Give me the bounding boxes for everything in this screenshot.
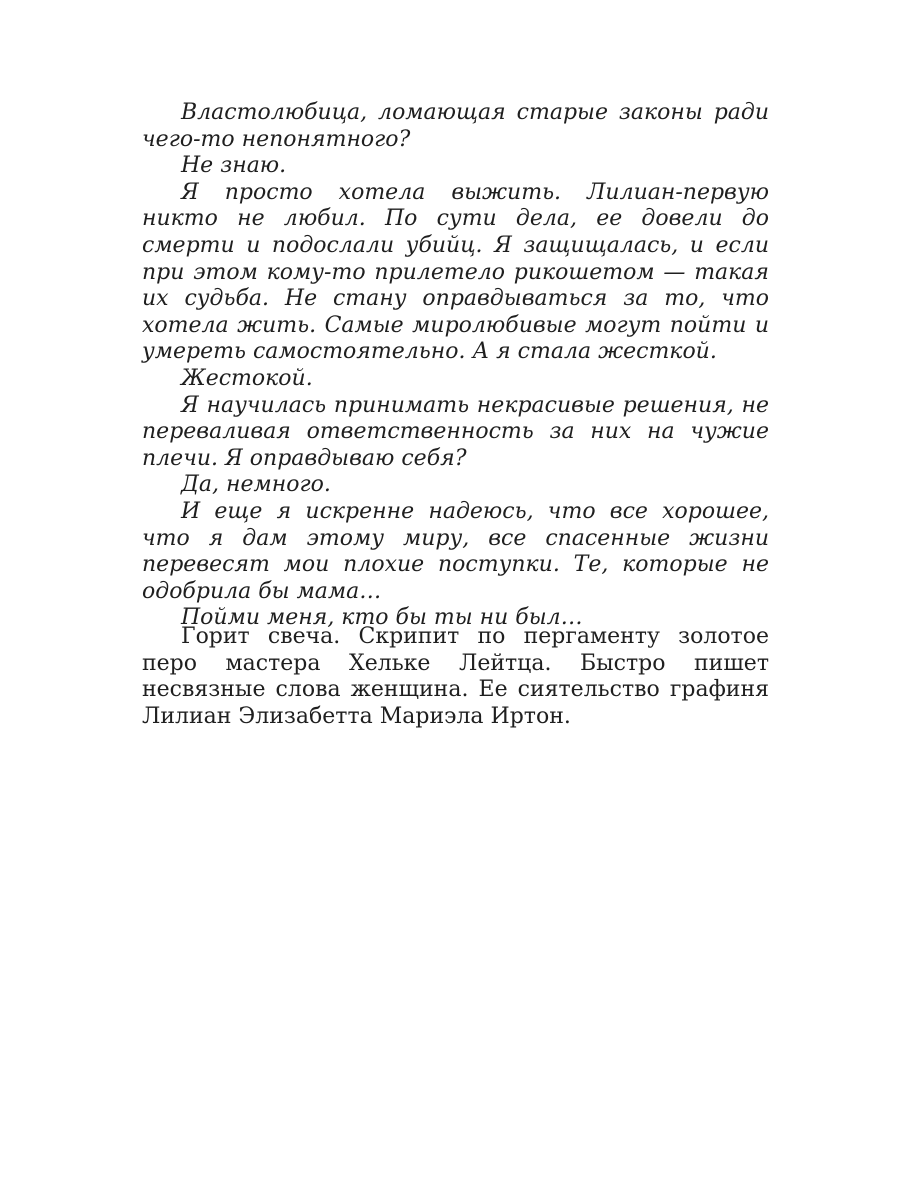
- paragraph: Да, немного.: [181, 472, 331, 498]
- paragraph: Властолюбица, ломающая старые законы ради чего-то непонятного?: [142, 100, 769, 152]
- italic-monologue: [142, 100, 769, 632]
- paragraph: Я просто хотела выжить. Лилиан-первую никто не любил. По сути дела, ее довели до смерти и подослали убийц. Я защищалась, и если при этом кому-то прилетело рикошетом — такая их судьба. Не стану оправдываться за то, что хотела жить. Самые миролюбивые могут пойти и умереть самостоятельно. А я стала жесткой.: [142, 179, 769, 365]
- paragraph: Жестокой.: [181, 365, 313, 391]
- paragraph: Не знаю.: [181, 153, 287, 179]
- paragraph: Пойми меня, кто бы ты ни был…: [181, 605, 583, 631]
- paragraph: Горит свеча. Скрипит по пергаменту золотое перо мастера Хельке Лейтца. Быстро пишет несвязные слова женщина. Ее сиятельство графиня Лилиан Элизабетта Мариэла Иртон.: [142, 624, 769, 729]
- paragraph: Я научилась принимать некрасивые решения, не переваливая ответственность за них на чужие плечи. Я оправдываю себя?: [142, 392, 769, 471]
- paragraph: И еще я искренне надеюсь, что все хорошее, что я дам этому миру, все спасенные жизни перевесят мои плохие поступки. Те, которые не одобрила бы мама…: [142, 498, 769, 604]
- narrative-section: [142, 624, 769, 730]
